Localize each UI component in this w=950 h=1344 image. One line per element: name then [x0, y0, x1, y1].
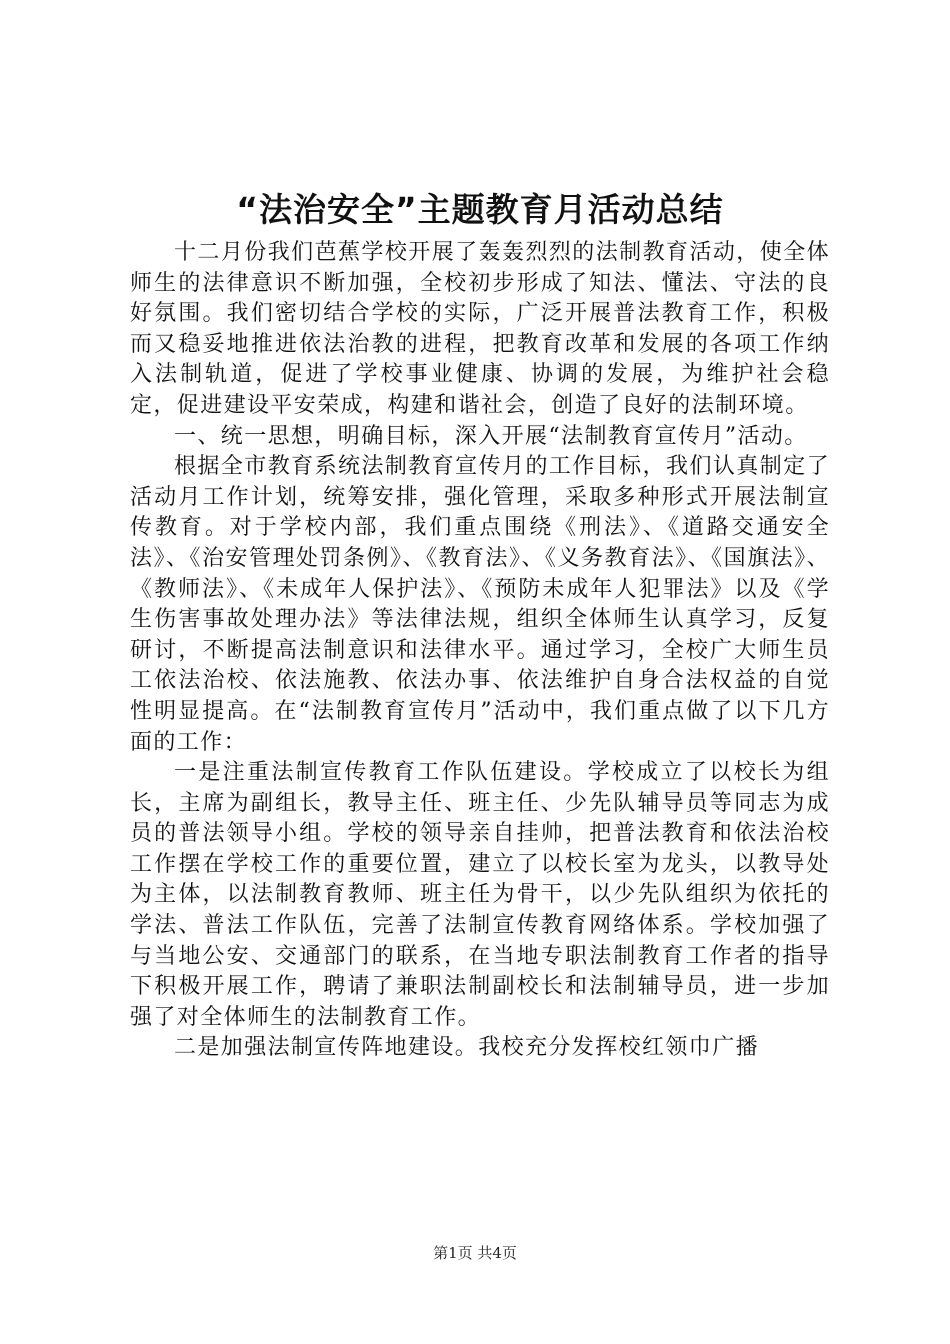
document-body [130, 238, 830, 1064]
paragraph-point-two: 二是加强法制宣传阵地建设。我校充分发挥校红领巾广播 [174, 1035, 760, 1061]
page-number-footer: 第1页 共4页 [433, 1244, 517, 1262]
paragraph-section-one-body: 根据全市教育系统法制教育宣传月的工作目标，我们认真制定了活动月工作计划，统筹安排，强化管理，采取多种形式开展法制宣传教育。对于学校内部，我们重点围绕《刑法》、《道路交通安全法》、《治安管理处罚条例》、《教育法》、《义务教育法》、《国旗法》、《教师法》、《未成年人保护法》、《预防未成年人犯罪法》以及《学生伤害事故处理办法》等法律法规，组织全体师生认真学习，反复研讨，不断提高法制意识和法律水平。通过学习，全校广大师生员工依法治校、依法施教、依法办事、依法维护自身合法权益的自觉性明显提高。在“法制教育宣传月”活动中，我们重点做了以下几方面的工作： [130, 454, 830, 755]
document-title: “法治安全”主题教育月活动总结 [236, 190, 724, 229]
paragraph-point-one: 一是注重法制宣传教育工作队伍建设。学校成立了以校长为组长，主席为副组长，教导主任、班主任、少先队辅导员等同志为成员的普法领导小组。学校的领导亲自挂帅，把普法教育和依法治校工作摆在学校工作的重要位置，建立了以校长室为龙头，以教导处为主体，以法制教育教师、班主任为骨干，以少先队组织为依托的学法、普法工作队伍，完善了法制宣传教育网络体系。学校加强了与当地公安、交通部门的联系，在当地专职法制教育工作者的指导下积极开展工作，聘请了兼职法制副校长和法制辅导员，进一步加强了对全体师生的法制教育工作。 [130, 760, 830, 1030]
paragraph-intro: 十二月份我们芭蕉学校开展了轰轰烈烈的法制教育活动，使全体师生的法律意识不断加强，全校初步形成了知法、懂法、守法的良好氛围。我们密切结合学校的实际，广泛开展普法教育工作，积极而又稳妥地推进依法治教的进程，把教育改革和发展的各项工作纳入法制轨道，促进了学校事业健康、协调的发展，为维护社会稳定，促进建设平安荣成，构建和谐社会，创造了良好的法制环境。 [130, 240, 830, 418]
paragraph-section-one-heading: 一、统一思想，明确目标，深入开展“法制教育宣传月”活动。 [174, 423, 808, 449]
